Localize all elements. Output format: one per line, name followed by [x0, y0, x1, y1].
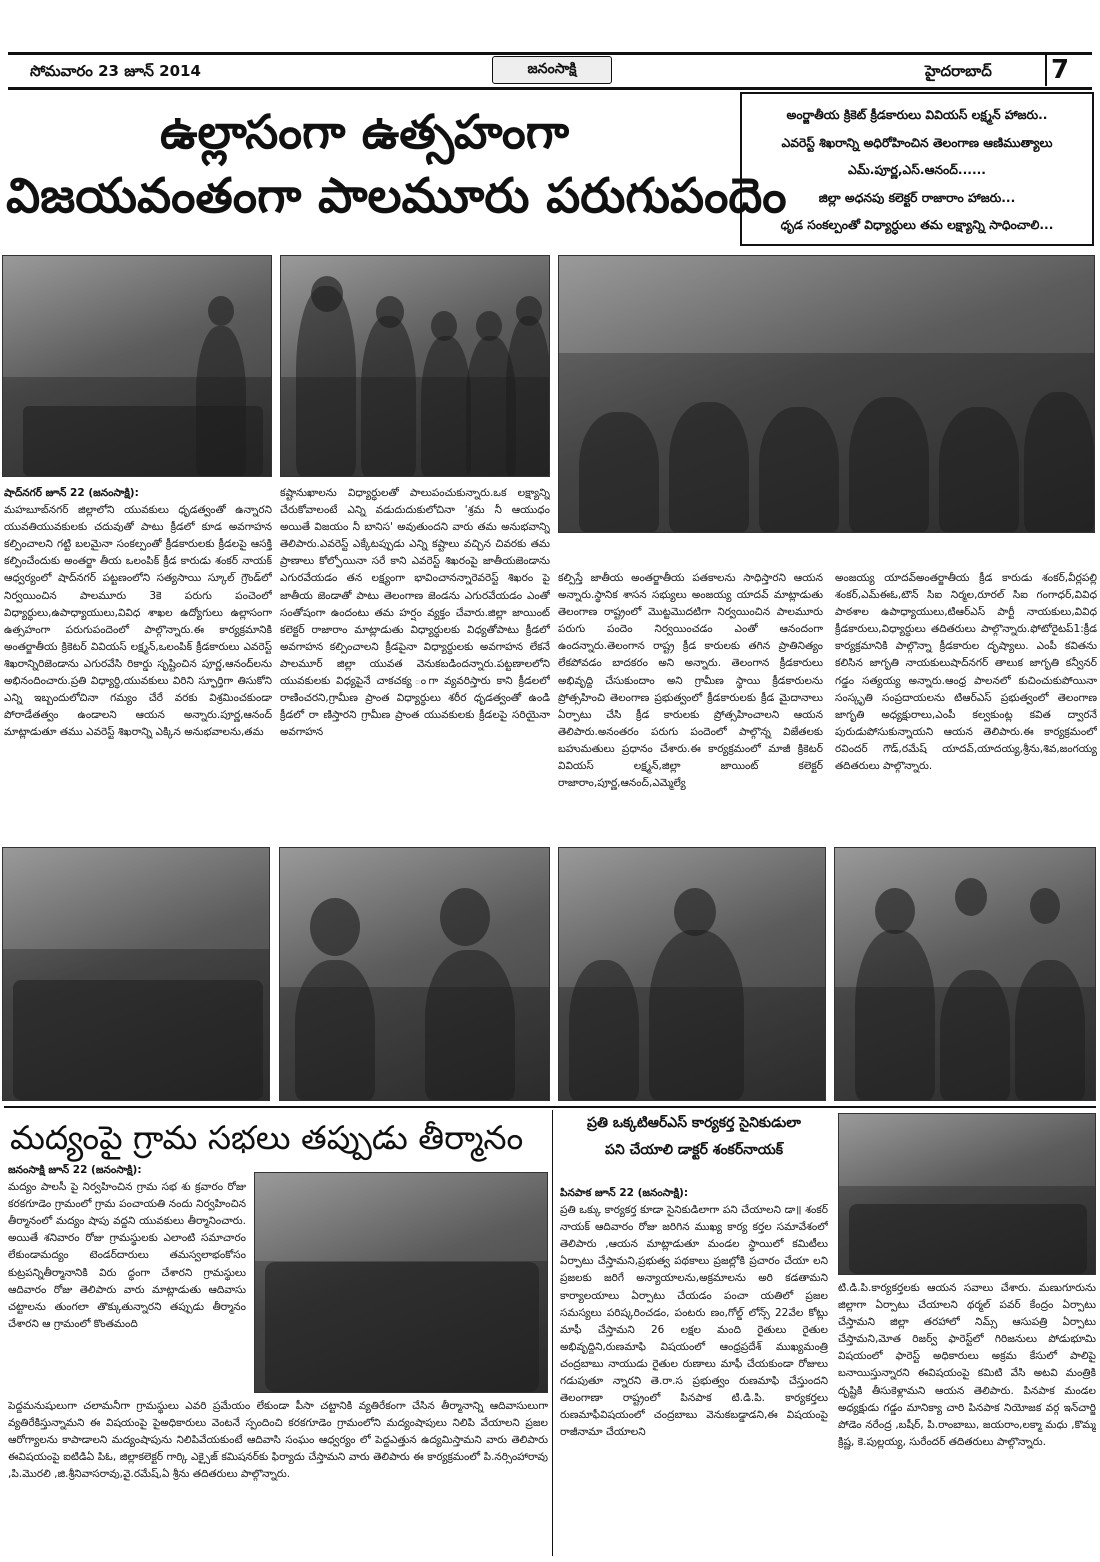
- lead-body-col2: కష్టానుఖాలను విధ్యార్ధులతో పాలుపంచుకున్నారు.ఒక లక్ష్యాన్ని చేరుకోవాలంటే ఎన్ని వడుదుదుకులోచినా 'శ్రమ నీ ఆయుధం అయితే విజయం నీ బానిస' అవుతుందని వారు తమ అనుభవాన్ని తెలిపారు.ఎవరెస్ట్ ఎక్కేటప్పుడు ఎన్ని కష్టాలు వచ్చిన చివరకు తమ ప్రాణాలు కోల్పోయినా సరే కాని ఎవరెస్ట్ శిఖరంపై జాతీయజెండాను ఎగురవేయడం తన లక్ష్యంగా భావించానన్నారెవరెస్ట్ శిఖరం పై జాతీయ జెండాతో పాటు తెలంగాణ జెండను ఎగురవేయడం ఎంతో సంతోషంగా ఉందంటు తమ హర్షం వ్యక్తం చేవారు.జిల్లా జాయింట్ కలెక్టర్ రాజారాం మాట్లాడుతు విధ్యార్ధులకు విధ్యతోపాటు క్రీడలో అవగాహన కల్పించాలని క్రీడపైనా విధ్యార్ధులకు అవగాహన లేకనే పాలమూర్ జిల్లా యువత వెనుకబడిందన్నారు.పట్టణాలలోని యువకులకు విధ్యపైనే చాకచక్య ంగా వ్యవరిస్తారు కాని క్రీడలలో రాణించరని,గ్రామీణ ప్రాంత విధ్యార్ధులు శరీర ధృడత్వంతో ఉండి క్రీడలో రా ణిస్తారని గ్రామీణ ప్రాంత యువకులకు క్రీడలపై సరియైనా అవగాహన: [280, 487, 550, 739]
- highlight-item: ఎమ్.పూర్ణ,ఎస్.ఆనంద్......: [848, 163, 986, 177]
- lead-body-col3: కల్పిస్తే జాతీయ అంతర్జాతీయ పతకాలను సాధిస్తారని ఆయన అన్నారు.స్థానిక శాసన సభ్యులు అంజయ్య యాదవ్ మాట్లాడుతు తెలంగాణ రాష్ట్రంలో మొట్టమొదటిగా నిర్వయించిన పాలమూరు పరుగు పందెం నిర్వయించడం ఎంతో ఆనందంగా ఉందన్నారు.తెలంగాన రాష్ట్ర క్రీడ కారులకు తగిన ప్రాతినిత్యం లేకపోవడం బాదకరం అని అన్నారు. తెలంగాన క్రీడకారులు అభివృద్ది చేసుకుందాం అని గ్రామీణ స్థాయి క్రీడకారులను ప్రోత్సహించి తెలంగాణ ప్రభుత్వంలో క్రీడకారులకు క్రీడ మైదానాలు ఏర్పాటు చేసి క్రీడ కారులకు ప్రోత్సహించాలని ఆయన తెలిపారు.అనంతరం పరుగు పందెంలో పాల్గొన్న విజేతలకు బహుమతులు ప్రధానం చేశారు.ఈ కార్యక్రమంలో మాజీ క్రికెటర్ వివియస్ లక్ష్మన్,జిల్లా జాయింట్ కలెక్టర్ రాజారాం,పూర్ణ,ఆనంద్,ఎమ్మెల్యే: [558, 572, 823, 790]
- newspaper-logo: జనంసాక్షి: [492, 56, 612, 84]
- story3-headline-line2: పని చేయాలి డాక్టర్ శంకర్‌నాయక్: [604, 1142, 784, 1158]
- highlight-item: ధృడ సంకల్పంతో విధ్యార్ధులు తమ లక్ష్యాన్ని సాధించాలి...: [780, 218, 1054, 232]
- page-number: 7: [1045, 54, 1073, 86]
- story3-headline: [556, 1110, 832, 1164]
- story2-body-top-text: మద్యం పాలసీ పై నిర్వహించిన గ్రామ సభ శు క్రవారం రోజు కరకగూడెం గ్రామంలో గ్రామ పంచాయతి నందు నిర్వహించిన తీర్మానంలో మద్యం షాపు వద్దని యువకులు తీర్మానించారు. అయితే శనివారం రోజు గ్రామస్థులకు ఎలాంటి సమాచారం లేకుండామద్యం టెండర్‌దారులు తమస్వలాభంకోసం కుట్రపన్నితీర్మానానికి విరు ద్ధంగా చేశారని గ్రామస్థులు ఆదివారం రోజు తెలిపారు వారు మాట్లాడుతు ఆదివాసు చట్టాలను తుంగలా తొక్కుతున్నారని తప్పుడు తీర్మానం చేశారని ఆ గ్రామంలో కొంతమంది: [8, 1181, 246, 1330]
- story2-headline: మద్యంపై గ్రామ సభలు తప్పుడు తీర్మానం: [10, 1118, 524, 1157]
- column-divider: [552, 1110, 553, 1556]
- highlight-item: జిల్లా అధనపు కలెక్టర్ రాజారాం హాజరు...: [818, 190, 1016, 205]
- highlight-item: ఎవరెస్ట్ శిఖరాన్ని అధిరోహించిన తెలంగాణ ఆణిముత్యాలు: [781, 135, 1053, 150]
- photo-students-group: [2, 847, 270, 1101]
- lead-headline-line1: ఉల్లాసంగా ఉత్సహంగా: [160, 105, 570, 160]
- edition-city: హైదరాబాద్: [925, 62, 992, 80]
- lead-body-col1: [4, 485, 272, 835]
- lead-body-col1-text: మహబూబ్‌నగర్ జిల్లాలోని యువకులు ధృడత్వంతో ఉన్నారని యువతియువకులకు చదువుతో పాటు క్రీడలో కూడ అవగాహన కల్పించాలని గట్టి బలమైనా సంకల్పంతో క్రీడకారులకు క్రీడలపై ఆసక్తి కల్పించేందుకు అంతర్జా తీయ ఒలంపిక్ క్రీడ కారుడు శంకర్ నాయక్ ఆధ్వర్యంలో షాద్‌నగర్ పట్టణంలోని సత్యసాయి స్కూల్ గ్రౌండ్‌లో నిర్వయించిన పాలమూరు 3కె పరుగు పంచెంలో విధ్యార్ధులు,ఉపాధ్యాయులు,వివిధ శాఖల ఉద్యోగులు ఉల్లాసంగా ఉత్సహంగా పరుగుపందెంలో పాల్గొన్నారు.ఈ కార్యక్రమానికి అంతర్జాతీయ క్రికెటర్ వివియస్ లక్ష్మన్,ఒలంపిక్ క్రీడకారులు ఎవరెస్ట్ శిఖరాన్నిరిజెండాను ఎగురవేసి రికార్డు సృష్టించిన పూర్ణ,ఆనంద్‌లను అభినందించారు.ప్రతి విధ్యార్ధి,యువకులు విరిని స్ఫూర్తిగా తిసుకోని ఎన్ని ఇబ్బందులోచినా గమ్యం చేరే వరకు విశ్రమించకుండా పోరాడేతత్వం ఉండాలని ఆయన అన్నారు.పూర్ణ,ఆనంద్ మాట్లాడుతూ తము ఎవరెస్ట్ శిఖరాన్ని ఎక్కిన అనుభవాలను,తమ: [4, 504, 272, 739]
- photo-garlanded-athletes: [834, 847, 1096, 1101]
- masthead-rule-top: [8, 52, 1092, 55]
- masthead-rule-bottom: [8, 87, 1092, 90]
- section-divider: [4, 1106, 1096, 1108]
- photo-speaker-on-stage: [2, 255, 272, 477]
- story3-body-col1-text: ప్రతి ఒక్కు కార్యకర్త కూడా సైనికుడిలాగా పని చేయాలని డా॥ శంకర్ నాయక్ ఆదివారం రోజు జరిగిన ముఖ్య కార్య కర్తల సమావేశంలో తెలిపారు ,ఆయన మాట్లాడుతూ మండల స్థాయిలో కమిటీలు ఏర్పాటు చేస్తామని,ప్రభుత్వ పథకాలు ప్రజల్లోకి ప్రచారం చేయా లని ప్రజలకు జరిగే అన్యాయాలను,అక్రమాలను అరి కడతామని కార్యాలయాలు ఏర్పాటు చేయడం పంచా యతిలో ప్రజల సమస్యలు పరిష్కరించడం, పంటరు ణం,గోల్డ్ లోన్స్ 22వేల కోట్లు మాఫీ చేస్తామని 26 లక్షల మంది రైతులు రైతుల అభివృద్దిని,రుణమాఫి విషయంలో ఆంధ్రప్రదేశ్ ముఖ్యమంత్రి చంద్రబాబు నాయుడు రైతుల రుణాలు మాఫీ చేయకుండా రోజులు గడుపుతూ న్నారని తె.రా.స ప్రభుత్వం రుణమాఫి చేస్తుందని తెలంగాణా రాష్ట్రంలో పినపాక టి.డి.పి. కార్యకర్తలు రుణమాఫీవిషయంలో చంద్రబాబు వెనుకబడ్డాడని,ఈ విషయంపై రాజీనామా చేయాలని: [560, 1204, 828, 1439]
- photo-felicitation: [280, 255, 550, 477]
- photo-media-interview: [279, 847, 550, 1101]
- masthead: [0, 52, 1100, 90]
- photo-party-meeting: [838, 1113, 1096, 1275]
- story2-dateline: జనంసాక్షి జూన్ 22 (జనంసాక్షి):: [8, 1164, 142, 1176]
- photo-villagers-group: [254, 1172, 548, 1393]
- photo-crowd: [558, 255, 1095, 533]
- photo-press-briefing: [558, 847, 826, 1101]
- highlight-item: అంర్జాతీయ క్రికెట్ క్రీడకారులు వివియస్ లక్ష్మన్ హాజరు..: [786, 108, 1048, 122]
- lead-dateline: షాద్‌నగర్ జూన్ 22 (జనంసాక్షి):: [4, 487, 139, 499]
- lead-highlights-box: [740, 92, 1094, 246]
- story3-dateline: పినపాక జూన్ 22 (జనంసాక్షి):: [560, 1187, 689, 1199]
- story3-headline-line1: ప్రతి ఒక్కటిఆర్ఎస్ కార్యకర్త సైనికుడులా: [587, 1115, 801, 1131]
- story3-body-col2: టి.డి.పి.కార్యకర్తలకు ఆయన సవాలు చేశారు. మణుగూరును జిల్లాగా ఏర్పాటు చేయాలని థర్మల్ పవర్ కేంద్రం ఏర్పాటు చేస్తామని జిల్లా తరహాలో నిమ్స్ ఆసుపత్రి ఏర్పాటు చేస్తామని,మోత రిజర్వ్ ఫారెస్ట్‌లో గిరిజనులు పోడుభూమి విషయంలో ఫారెస్ట్ అధికారులు అక్రమ కేసులో పాలిపై బనాయిస్తున్నారని ఈవిషయంపై కమిటి వేసి అటవి మంత్రికి దృష్టికి తీసుకెళ్లామని ఆయన తెలిపారు. పినపాక మండల అధ్యక్షుడు గడ్డం మానిక్యా చారి పినపాక నియోజక వర్గ ఇన్‌చార్జి పోడెం నరేంద్ర ,బషీర్, పి.రాంబాబు, జయరాం,లక్మా మధు ,కొమ్మ క్రిష్ణ, కె.పుల్లయ్య, సురేందర్ తదితరులు పాల్గొన్నారు.: [838, 1282, 1096, 1448]
- lead-headline-line2: విజయవంతంగా పాలమూరు పరుగుపందెం: [6, 168, 787, 224]
- story2-body-bottom: పెద్దమనుషులుగా చలామనీగా గ్రామస్థులు ఎవరి ప్రమేయం లేకుండా పీసా చట్టానికి వ్యతిరేకంగా చేసిన తీర్మానాన్ని ఆదివాసులుగా వ్యతిరేకిస్తున్నామని ఈ విషయంపై పైఅధికారులు వెంటనే స్పందించి కరకగూడెం గ్రామంలోని మద్యంషాపులు నిలిపి వేయాలని ప్రజల ఆరోగ్యాలను కాపాడాలని మద్యంషాపును నిలిపివేయకుంటే ఆదివాసి సంఘం ఆధ్వర్యం లో పెద్దఎత్తున ఉద్యమిస్తామని వారు తెలిపారు ఈవిషయంపై ఐటిడిఏ పిఓ, జిల్లాకలెక్టర్ గార్కి ఎక్సైజ్ కమిషనర్‌కు ఫిర్యాదు చేస్తామని వారు తెలిపారు ఈ కార్యక్రమంలో పి.నర్సింహారావు ,పి.మొరలి ,జి.శ్రీనివాసరావు,వై.రమేష్,ఏ శ్రీను తదితరులు పాల్గొన్నారు.: [8, 1400, 548, 1481]
- story3-body-col1: [560, 1185, 828, 1557]
- issue-date: సోమవారం 23 జూన్ 2014: [30, 62, 201, 80]
- story2-body-top: [8, 1162, 246, 1394]
- lead-body-col4: అంజయ్య యాదవ్అంతర్జాతీయ క్రీడ కారుడు శంకర్,వీర్లపల్లి శంకర్,ఎమ్ఈఓ,టౌన్ సిఐ నిర్మల,రూరల్ సిఐ గంగాధర్,వివిధ పాఠశాల ఉపాధ్యాయులు,టిఆర్ఎస్ పార్టీ నాయకులు,వివిధ క్రీడకారులు,విధ్యార్ధులు తదితరులు పాల్గొన్నారు.ఫోటోరైటప్1:క్రీడ కార్యక్రమానికి పాల్గొన్నా క్రీడకారుల దృష్యాలు. ఎంపీ కవితను కలిసిన జాగృతి నాయకులుషాద్‌నగర్ తాలుక జాగృతి కన్వీనర్ గడ్డం సత్యయ్య అన్నారు.ఆంధ్ర పాలనలో కుచించుకుపోయినా సంస్కృతి సంప్రదాయలను టిఆర్ఎస్ ప్రభుత్వంలో తెలంగాణ జాగృతి అధ్యక్షురాలు,ఎంపీ కల్వకుంట్ల కవిత ద్వారనే పురుడుపోసుకున్నాయని ఆయన తెలిపారు.ఈ కార్యక్రమంలో రవిందర్ గౌడ్,రమేష్ యాదవ్,యాదయ్య,శ్రీను,శివ,జంగయ్య తదితరులు పాల్గొన్నారు.: [835, 572, 1097, 773]
